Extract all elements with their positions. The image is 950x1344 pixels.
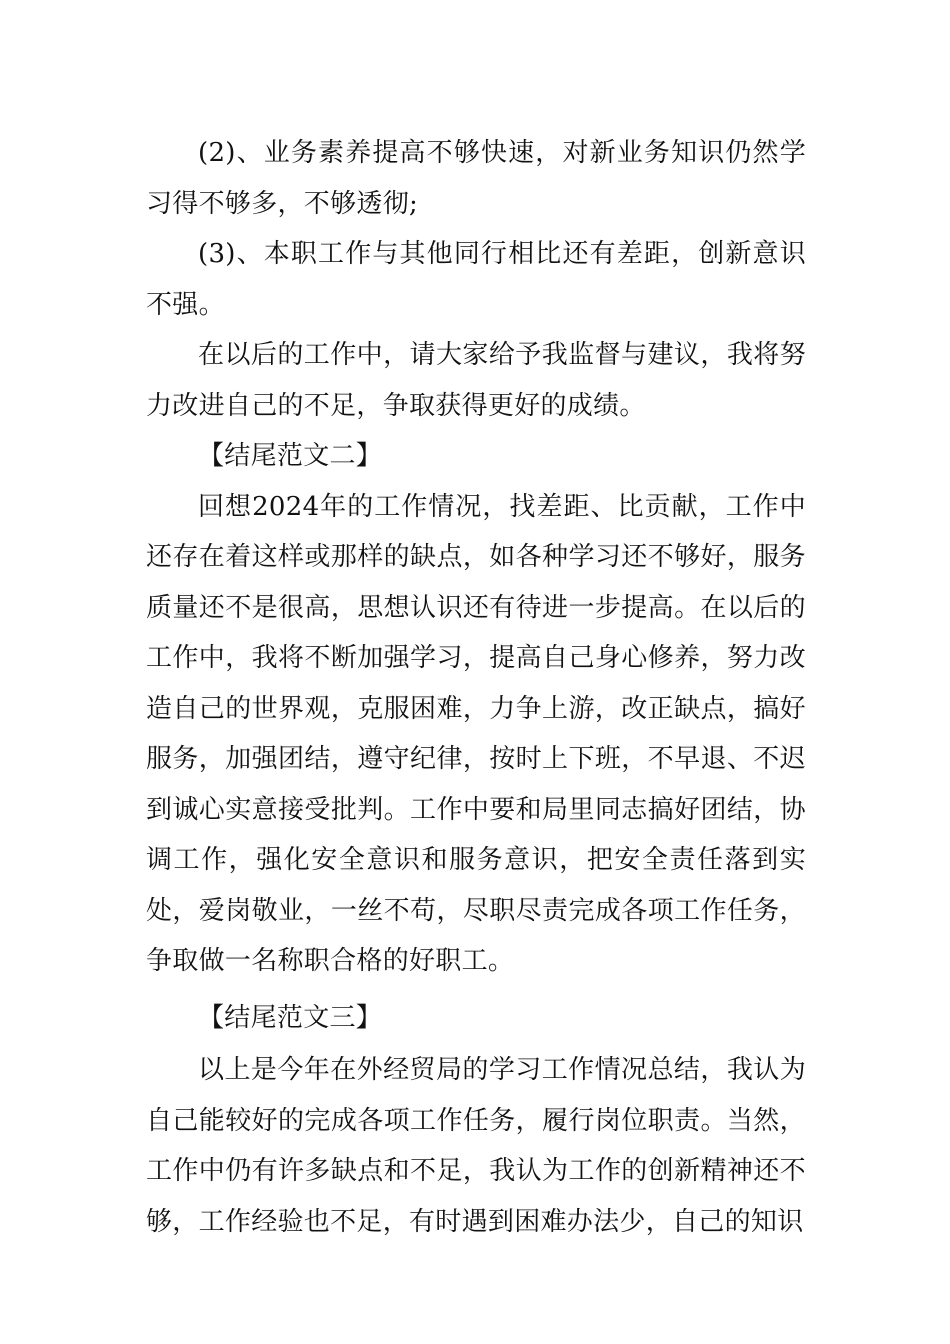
paragraph-point-3: (3)、本职工作与其他同行相比还有差距，创新意识不强。 [146, 239, 806, 320]
heading-sample-2: 【结尾范文二】 [198, 441, 383, 471]
heading-sample-3: 【结尾范文三】 [198, 1002, 383, 1033]
paragraph-sample-3: 以上是今年在外经贸局的学习工作情况总结，我认为自己能较好的完成各项工作任务，履行岗位职责。当然，工作中仍有许多缺点和不足，我认为工作的创新精神还不够，工作经验也不足，有时遇到困难办法少，自己的知识 [146, 1055, 806, 1237]
paragraph-closing-1: 在以后的工作中，请大家给予我监督与建议，我将努力改进自己的不足，争取获得更好的成绩。 [146, 340, 806, 421]
paragraph-point-2: (2)、业务素养提高不够快速，对新业务知识仍然学习得不够多，不够透彻; [146, 138, 806, 219]
document-body [146, 128, 806, 1247]
paragraph-sample-2: 回想2024年的工作情况，找差距、比贡献，工作中还存在着这样或那样的缺点，如各种学习还不够好，服务质量还不是很高，思想认识还有待进一步提高。在以后的工作中，我将不断加强学习，提高自己身心修养，努力改造自己的世界观，克服困难，力争上游，改正缺点，搞好服务，加强团结，遵守纪律，按时上下班，不早退、不迟到诚心实意接受批判。工作中要和局里同志搞好团结，协调工作，强化安全意识和服务意识，把安全责任落到实处，爱岗敬业，一丝不苟，尽职尽责完成各项工作任务，争取做一名称职合格的好职工。 [146, 491, 806, 976]
